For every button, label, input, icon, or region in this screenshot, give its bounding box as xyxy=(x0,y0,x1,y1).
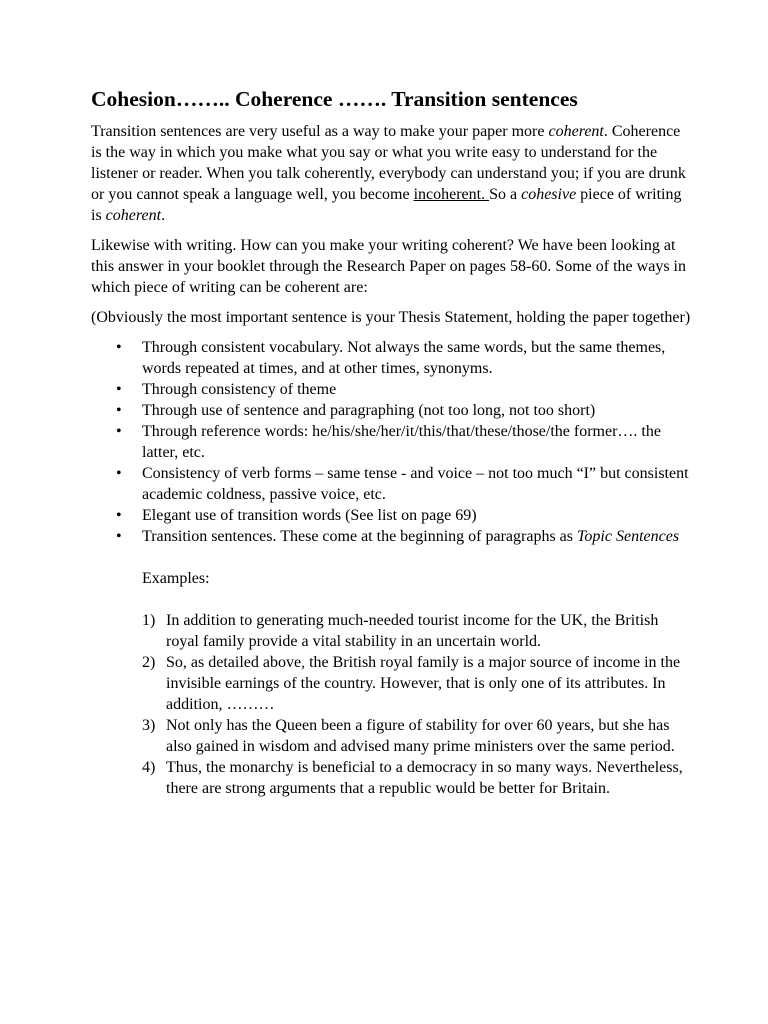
example-item xyxy=(91,652,691,715)
bullet-text: Through reference words: he/his/she/her/it/this/that/these/those/the former…. the latter, etc. xyxy=(142,423,661,461)
example-text: In addition to generating much-needed tourist income for the UK, the British royal family provide a vital stability in an uncertain world. xyxy=(166,612,659,650)
example-number: 3) xyxy=(142,717,156,734)
coherent-italic: coherent xyxy=(105,207,162,224)
likewise-paragraph: Likewise with writing. How can you make your writing coherent? We have been looking at this answer in your booklet through the Research Paper on pages 58-60. Some of the ways in which piece of writing can be coherent are: xyxy=(91,237,686,296)
list-item xyxy=(91,379,691,400)
intro-text-e: So a xyxy=(489,186,522,203)
intro-text-c: . Coherence is the way in which you make what you say or what you write easy to understand for the listener or reader. When you talk coherently, everybody can understand you; if you are drunk or you cannot speak a language well, you become xyxy=(91,123,686,203)
incoherent-underlined: incoherent. xyxy=(413,186,490,203)
intro-text-a: Transition sentences are very useful as a way to make your paper more xyxy=(91,123,549,140)
list-item xyxy=(91,463,691,505)
example-text: So, as detailed above, the British royal family is a major source of income in the invisible earnings of the country. However, that is only one of its attributes. In addition, ……… xyxy=(166,654,681,713)
bullet-text: Through consistency of theme xyxy=(142,381,337,398)
list-item xyxy=(91,505,691,526)
thesis-note-paragraph: (Obviously the most important sentence is your Thesis Statement, holding the paper together) xyxy=(91,309,691,326)
example-text: Not only has the Queen been a figure of stability for over 60 years, but she has also gained in wisdom and advised many prime ministers over the same period. xyxy=(166,717,675,755)
bullet-text: Consistency of verb forms – same tense - and voice – not too much “I” but consistent academic coldness, passive voice, etc. xyxy=(142,465,689,503)
example-item xyxy=(91,610,691,652)
bullet-icon: • xyxy=(116,402,122,419)
bullet-icon: • xyxy=(116,423,122,440)
example-number: 2) xyxy=(142,654,156,671)
list-item xyxy=(91,421,691,463)
example-item xyxy=(91,757,691,799)
coherence-bullet-list xyxy=(91,337,691,547)
bullet-icon: • xyxy=(116,507,122,524)
bullet-text: Through use of sentence and paragraphing (not too long, not too short) xyxy=(142,402,596,419)
list-item xyxy=(91,400,691,421)
document-title: Cohesion…….. Coherence ……. Transition sentences xyxy=(91,87,578,111)
topic-sentences-italic: Topic Sentences xyxy=(577,528,680,545)
list-item xyxy=(91,337,691,379)
bullet-icon: • xyxy=(116,465,122,482)
bullet-text: Through consistent vocabulary. Not always the same words, but the same themes, words repeated at times, and at other times, synonyms. xyxy=(142,339,666,377)
document-page xyxy=(91,86,691,799)
list-item xyxy=(91,526,691,547)
bullet-text: Elegant use of transition words (See list on page 69) xyxy=(142,507,477,524)
intro-coherent-italic: coherent xyxy=(548,123,604,140)
examples-label: Examples: xyxy=(142,570,210,587)
bullet-icon: • xyxy=(116,528,122,545)
intro-text-g: piece of writing is xyxy=(91,186,682,224)
bullet-icon: • xyxy=(116,339,122,356)
example-text: Thus, the monarchy is beneficial to a democracy in so many ways. Nevertheless, there are strong arguments that a republic would be better for Britain. xyxy=(166,759,683,797)
example-item xyxy=(91,715,691,757)
intro-text-i: . xyxy=(161,207,166,224)
intro-paragraph xyxy=(91,121,691,226)
example-number: 4) xyxy=(142,759,156,776)
bullet-icon: • xyxy=(116,381,122,398)
cohesive-italic: cohesive xyxy=(521,186,577,203)
bullet-text: Transition sentences. These come at the beginning of paragraphs as xyxy=(142,528,577,545)
examples-list xyxy=(91,610,691,799)
example-number: 1) xyxy=(142,612,156,629)
